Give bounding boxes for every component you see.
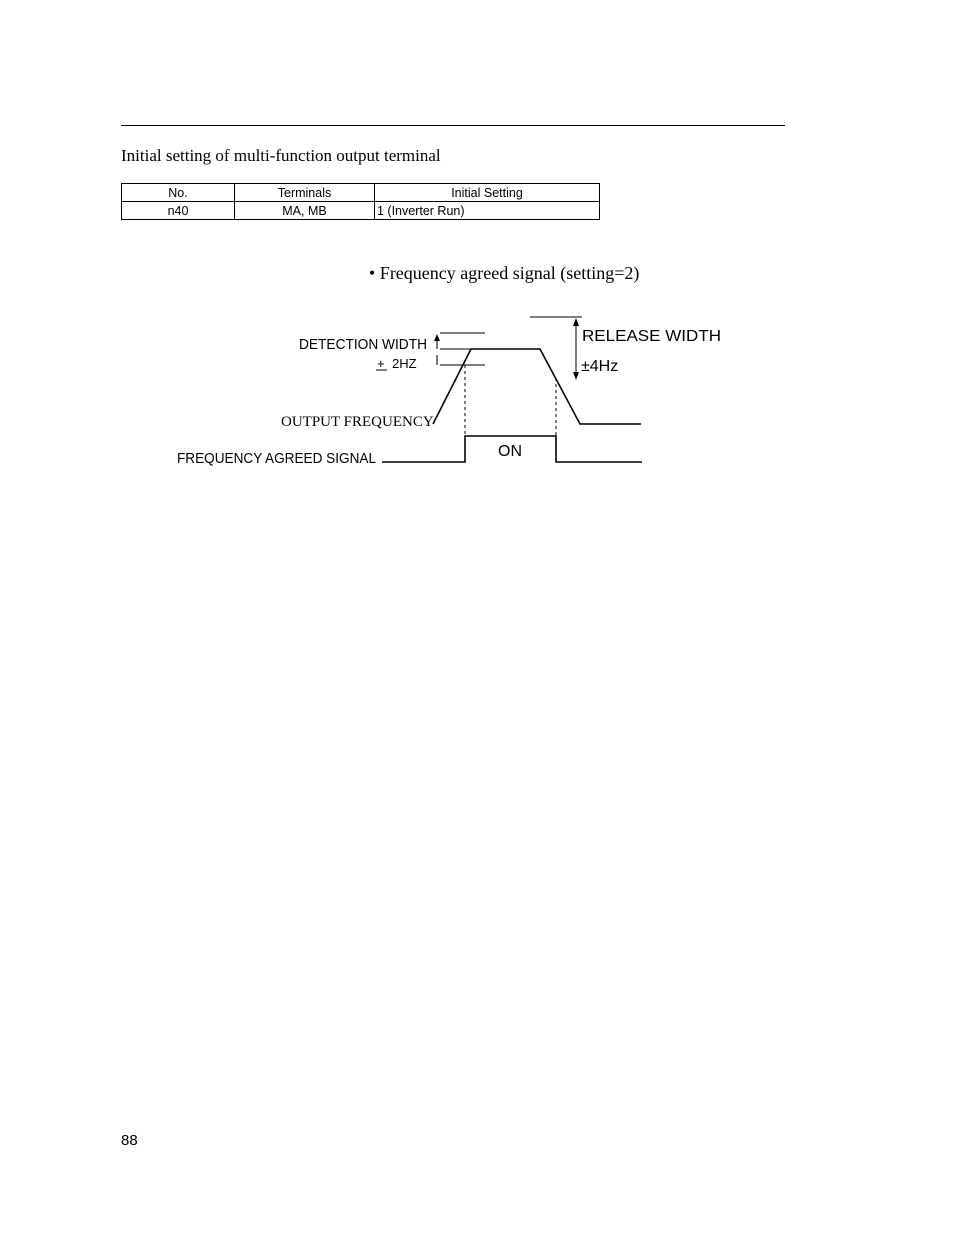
column-header-initial-setting: Initial Setting — [375, 184, 600, 202]
detection-width-plusminus: + — [377, 356, 385, 371]
output-frequency-label: OUTPUT FREQUENCY — [281, 414, 434, 430]
release-arrow-up-icon — [573, 318, 579, 326]
column-header-terminals: Terminals — [235, 184, 375, 202]
cell-initial-setting: 1 (Inverter Run) — [375, 202, 600, 220]
release-width-label: RELEASE WIDTH — [582, 328, 721, 345]
release-width-value: ±4Hz — [581, 358, 619, 375]
detection-arrow-up-icon — [434, 334, 440, 341]
section-heading: Initial setting of multi-function output terminal — [121, 146, 441, 165]
column-header-no: No. — [122, 184, 235, 202]
cell-terminals: MA, MB — [235, 202, 375, 220]
diagram-title: • Frequency agreed signal (setting=2) — [369, 263, 640, 283]
detection-width-value: 2HZ — [392, 356, 417, 371]
page-number: 88 — [121, 1132, 138, 1149]
release-arrow-down-icon — [573, 372, 579, 380]
frequency-agreed-diagram — [0, 0, 954, 500]
detection-width-label: DETECTION WIDTH — [299, 336, 427, 353]
agreed-signal-label: FREQUENCY AGREED SIGNAL — [177, 450, 376, 467]
cell-no: n40 — [122, 202, 235, 220]
on-label: ON — [498, 443, 522, 460]
